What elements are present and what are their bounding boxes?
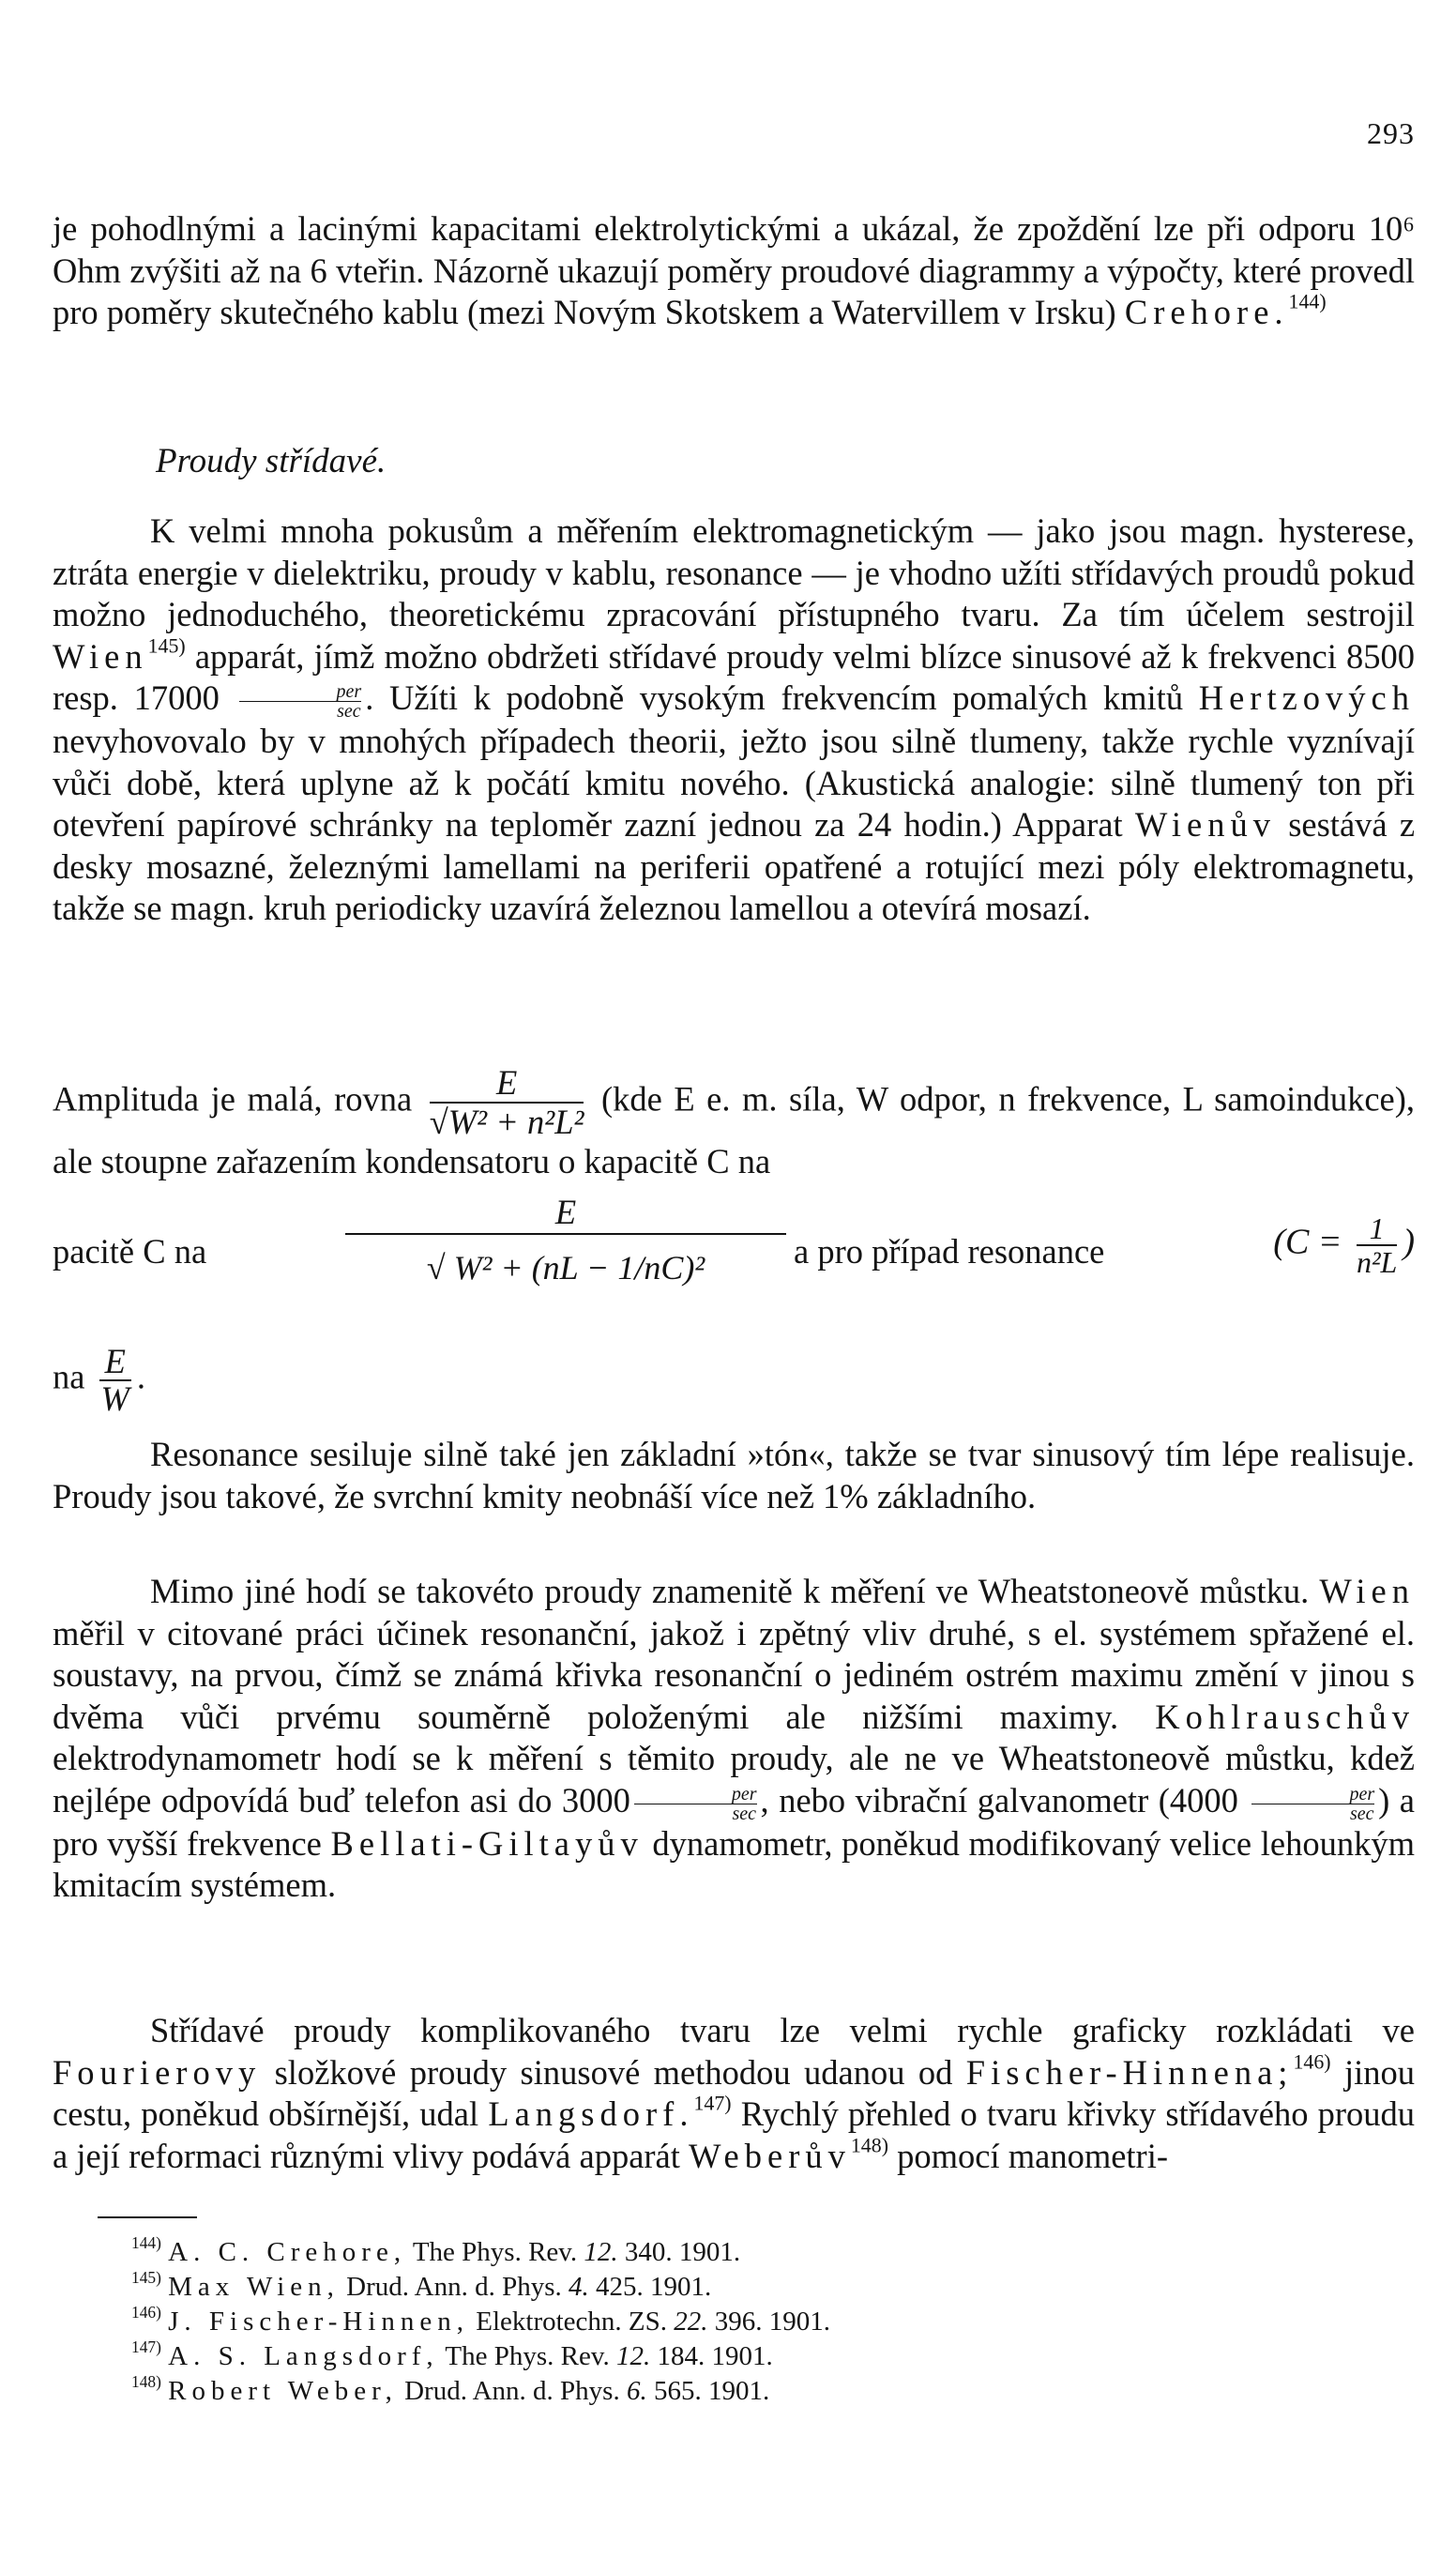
- equation-fraction: [345, 1192, 786, 1301]
- paragraph-4-part-d: , nebo vibrační galvanometr (4000: [760, 1780, 1238, 1820]
- name-kohlrausch: Kohlrauschův: [1155, 1697, 1415, 1736]
- na-line: [53, 1344, 145, 1417]
- per-sec-unit-2: [634, 1785, 757, 1823]
- paragraph-2-part-a: K velmi mnoha pokusům a měřením elektromagnetickým — jako jsou magn. hysterese, ztráta energie v dielektriku, proudy v kablu, resonance — je vhodno užíti střídavých proudů pokud možno jednoduchého, theoretickému zpracování přístupného tvaru. Za tím účelem sestrojil: [53, 511, 1415, 633]
- paragraph-1: [53, 208, 1415, 334]
- paragraph-4-part-a: Mimo jiné hodí se takovéto proudy znamenitě k měření ve Wheatstoneově můstku.: [150, 1572, 1310, 1610]
- paragraph-4-part-f: dynamometr, poněkud modifikovaný velice lehounkým kmitacím systémem.: [53, 1823, 1415, 1905]
- footnote-author: J. Fischer-Hinnen,: [168, 2307, 469, 2337]
- footnote-144: [131, 2232, 830, 2270]
- footnote-divider: [98, 2216, 197, 2218]
- footnote-source: Drud. Ann. d. Phys.: [346, 2272, 562, 2302]
- resonance-equation: [53, 1192, 1415, 1342]
- paragraph-2-part-e: sestává z desky mosazné, železnými lamellami na periferii opatřené a rotující mezi póly elektromagnetu, takže se magn. kruh periodicky uzavírá železnou lamellou a otevírá mosazí.: [53, 805, 1416, 928]
- footnote-author: Max Wien,: [168, 2272, 340, 2302]
- amplitude-paragraph: [53, 1064, 1415, 1183]
- paragraph-5-part-a: Střídavé proudy komplikovaného tvaru lze velmi rychle graficky rozkládati ve: [150, 2011, 1415, 2049]
- per-sec-unit: [239, 682, 362, 721]
- footnote-author: A. C. Crehore,: [168, 2237, 407, 2267]
- unit-numerator-2: per: [634, 1785, 757, 1804]
- footnote-ref-148: 148): [850, 2133, 888, 2157]
- footnote-ref-147: 147): [693, 2091, 732, 2115]
- footnote-pages: 425. 1901.: [596, 2272, 712, 2302]
- footnote-source: Drud. Ann. d. Phys.: [404, 2376, 620, 2406]
- paragraph-2-part-d: nevyhovovalo by v mnohých případech theorii, ježto jsou silně tlumeny, takže rychle vyznívají vůči době, která uplyne až k počátí kmitu nového. (Akustická analogie: silně tlumený ton při otevření papírové schránky na teploměr zazní jednou za 24 hodin.) Apparat: [53, 722, 1415, 845]
- paragraph-4-part-c: elektrodynamometr hodí se k měření s těmito proudy, ale ne ve Wheatstoneově můstku, kdež nejlépe odpovídá buď telefon asi do 3000: [53, 1739, 1415, 1820]
- unit-denominator: sec: [337, 701, 361, 723]
- footnote-mark: 146): [131, 2302, 161, 2322]
- resonance-denominator: n²L: [1356, 1245, 1398, 1279]
- paragraph-2-part-c: . Užíti k podobně vysokým frekvencím pomalých kmitů: [365, 678, 1184, 717]
- footnote-145: [131, 2267, 830, 2305]
- name-wien-2: Wien: [1319, 1572, 1415, 1610]
- equation-rest: a pro případ resonance: [794, 1232, 1105, 1271]
- na-denominator: W: [100, 1379, 129, 1418]
- paragraph-2: [53, 510, 1415, 930]
- unit-denominator-2: sec: [732, 1803, 756, 1824]
- footnote-pages: 340. 1901.: [624, 2237, 741, 2267]
- amplitude-fraction: [430, 1064, 584, 1141]
- footnote-volume: 12.: [584, 2237, 618, 2267]
- footnote-volume: 22.: [674, 2307, 708, 2337]
- paragraph-5-part-c: jinou cestu, poněkud obšírnější, udal: [53, 2052, 1416, 2133]
- resonance-numerator: 1: [1357, 1212, 1397, 1246]
- paragraph-2-part-b: apparát, jímž možno obdržeti střídavé proudy velmi blízce sinusové až k frekvenci 8500 resp. 17000: [53, 636, 1416, 717]
- amplitude-numerator: E: [430, 1064, 584, 1104]
- unit-numerator: per: [239, 682, 362, 702]
- footnote-ref-146: 146): [1293, 2049, 1331, 2074]
- name-wienuv: Wienův: [1134, 805, 1276, 845]
- name-weber: Weberův: [689, 2136, 851, 2175]
- footnote-source: Elektrotechn. ZS.: [476, 2307, 668, 2337]
- na-fraction: [99, 1344, 131, 1417]
- footnote-mark: 147): [131, 2337, 161, 2356]
- paragraph-5-part-e: pomocí manometri-: [897, 2136, 1169, 2175]
- footnote-volume: 4.: [569, 2272, 589, 2302]
- page-number: 293: [1367, 116, 1415, 150]
- footnote-volume: 12.: [615, 2341, 651, 2371]
- equation-label: pacitě C na: [53, 1232, 207, 1271]
- footnote-148: [131, 2371, 830, 2409]
- paragraph-5-part-b: složkové proudy sinusové methodou udanou od: [274, 2052, 953, 2092]
- name-langsdorf: Langsdorf.: [488, 2094, 694, 2133]
- paragraph-5: [53, 2010, 1415, 2177]
- footnote-147: [131, 2339, 830, 2374]
- na-dot: .: [136, 1357, 145, 1396]
- amplitude-label: Amplituda je malá, rovna: [53, 1079, 413, 1119]
- footnote-pages: 396. 1901.: [714, 2307, 831, 2337]
- footnote-volume: 6.: [626, 2376, 647, 2406]
- paragraph-4-part-b: měřil v citované práci účinek resonanční, jakož i zpětný vliv druhé, s el. systémem spřažené el. soustavy, na prvou, čímž se známá křivka resonanční o jediném ostrém maximu změní v jinou s dvěma vůči prvému souměrně položenými ale nižšími maximy.: [53, 1613, 1415, 1736]
- footnote-author: Robert Weber,: [168, 2376, 398, 2406]
- author-wien: Wien: [53, 636, 148, 676]
- equation-denominator: √ W² + (nL − 1/nC)²: [426, 1249, 705, 1287]
- author-crehore: Crehore.: [1124, 293, 1289, 331]
- footnote-mark: 144): [131, 2232, 161, 2252]
- resonance-right: ): [1403, 1222, 1415, 1262]
- unit-numerator-3: per: [1251, 1785, 1374, 1804]
- na-numerator: E: [99, 1344, 131, 1381]
- footnotes: [131, 2232, 831, 2409]
- footnote-source: The Phys. Rev.: [412, 2237, 578, 2267]
- footnote-author: A. S. Langsdorf,: [168, 2341, 439, 2371]
- na-label: na: [53, 1357, 85, 1396]
- resonance-condition: [1273, 1212, 1415, 1278]
- paragraph-4: [53, 1571, 1415, 1907]
- section-heading: Proudy střídavé.: [156, 442, 387, 480]
- footnote-mark: 148): [131, 2371, 161, 2391]
- unit-denominator-3: sec: [1350, 1803, 1374, 1824]
- paragraph-3: Resonance sesiluje silně také jen základní »tón«, takže se tvar sinusový tím lépe realisuje. Proudy jsou takové, že svrchní kmity neobnáší více než 1% základního.: [53, 1435, 1415, 1515]
- footnote-source: The Phys. Rev.: [445, 2341, 610, 2371]
- footnote-146: [131, 2302, 831, 2339]
- per-sec-unit-3: [1251, 1785, 1374, 1823]
- footnote-ref-144: 144): [1288, 289, 1327, 313]
- footnote-ref-145: 145): [147, 633, 186, 658]
- name-fischer: Fischer-Hinnena;: [965, 2052, 1294, 2092]
- name-bellati: Bellati-Giltayův: [330, 1823, 644, 1863]
- amplitude-denominator: √W² + n²L²: [429, 1103, 584, 1141]
- equation-numerator: E: [345, 1192, 786, 1235]
- paragraph-5-part-d: Rychlý přehled o tvaru křivky střídavého proudu a její reformaci různými vlivy podává apparát: [53, 2094, 1416, 2175]
- footnote-mark: 145): [131, 2267, 161, 2287]
- name-fourier: Fourierovy: [53, 2052, 262, 2092]
- resonance-left: (C =: [1273, 1222, 1342, 1262]
- paragraph-1-text: je pohodlnými a lacinými kapacitami elektrolytickými a ukázal, že zpoždění lze při odporu 10⁶ Ohm zvýšiti až na 6 vteřin. Názorně ukazují poměry proudové diagrammy a výpočty, které provedl pro poměry skutečného kablu (mezi Novým Skotskem a Watervillem v Irsku): [53, 209, 1415, 331]
- footnote-pages: 565. 1901.: [653, 2376, 770, 2406]
- amplitude-after: (kde E e. m. síla, W odpor, n frekvence, L samoindukce), ale stoupne zařazením kondensatoru o kapacitě C na: [53, 1079, 1415, 1180]
- resonance-fraction: [1357, 1212, 1397, 1278]
- name-hertz: Hertzových: [1198, 678, 1416, 717]
- footnote-pages: 184. 1901.: [657, 2341, 773, 2371]
- paragraph-4-part-e: ) a pro vyšší frekvence: [53, 1780, 1415, 1863]
